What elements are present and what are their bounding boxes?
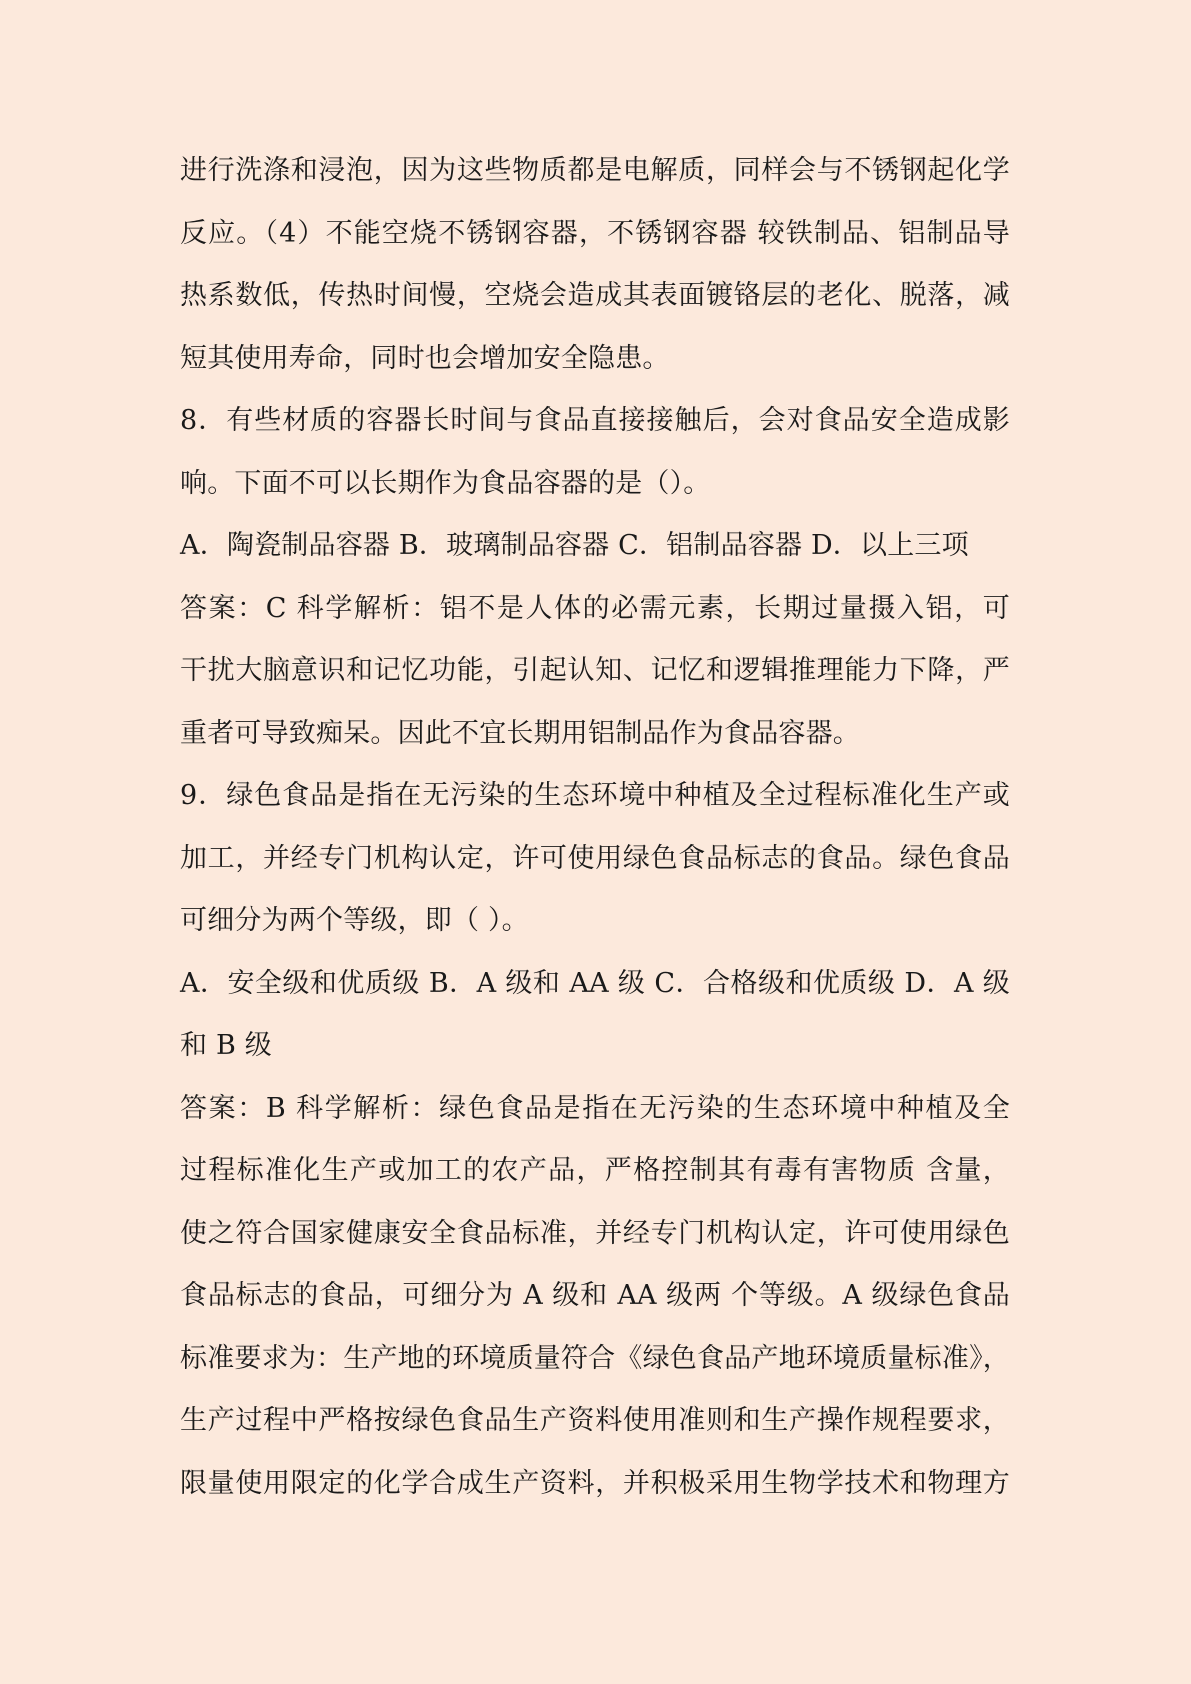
question-9-options: A．安全级和优质级 B．A 级和 AA 级 C．合格级和优质级 D．A 级: [180, 967, 1010, 999]
question-9-answer: 答案：B 科学解析：绿色食品是指在无污染的生态环境中种植及全: [180, 1092, 1010, 1124]
question-8-answer: 重者可导致痴呆。因此不宜长期用铝制品作为食品容器。: [180, 717, 860, 749]
text-line: 短其使用寿命，同时也会增加安全隐患。: [180, 342, 670, 374]
text-line: 进行洗涤和浸泡，因为这些物质都是电解质，同样会与不锈钢起化学: [180, 155, 1010, 186]
question-9-answer: 生产过程中严格按绿色食品生产资料使用准则和生产操作规程要求，: [180, 1405, 1010, 1436]
question-9-answer: 使之符合国家健康安全食品标准，并经专门机构认定，许可使用绿色: [180, 1217, 1010, 1249]
question-9-answer: 标准要求为：生产地的环境质量符合《绿色食品产地环境质量标准》，: [180, 1342, 1010, 1374]
question-9-text: 加工，并经专门机构认定，许可使用绿色食品标志的食品。绿色食品: [180, 842, 1010, 874]
question-9-text: 可细分为两个等级，即（ ）。: [180, 905, 529, 936]
question-8-text: 8．有些材质的容器长时间与食品直接接触后，会对食品安全造成影: [180, 405, 1010, 436]
question-9-answer: 食品标志的食品，可细分为 A 级和 AA 级两 个等级。A 级绿色食品: [180, 1280, 1010, 1311]
document-body: [180, 140, 1010, 1515]
question-8-text: 响。下面不可以长期作为食品容器的是（）。: [180, 467, 711, 499]
question-9-answer: 过程标准化生产或加工的农产品，严格控制其有毒有害物质 含量，: [180, 1155, 1010, 1186]
question-8-answer: 答案：C 科学解析：铝不是人体的必需元素，长期过量摄入铝，可: [180, 592, 1010, 624]
question-9-options: 和 B 级: [180, 1030, 273, 1061]
question-8-answer: 干扰大脑意识和记忆功能，引起认知、记忆和逻辑推理能力下降，严: [180, 655, 1010, 686]
text-line: 反应。（4）不能空烧不锈钢容器，不锈钢容器 较铁制品、铝制品导: [180, 217, 1010, 249]
question-9-answer: 限量使用限定的化学合成生产资料，并积极采用生物学技术和物理方: [180, 1467, 1010, 1499]
question-8-options: A．陶瓷制品容器 B．玻璃制品容器 C．铝制品容器 D．以上三项: [180, 530, 969, 561]
text-line: 热系数低，传热时间慢，空烧会造成其表面镀铬层的老化、脱落，减: [180, 280, 1010, 311]
question-9-text: 9．绿色食品是指在无污染的生态环境中种植及全过程标准化生产或: [180, 780, 1010, 811]
